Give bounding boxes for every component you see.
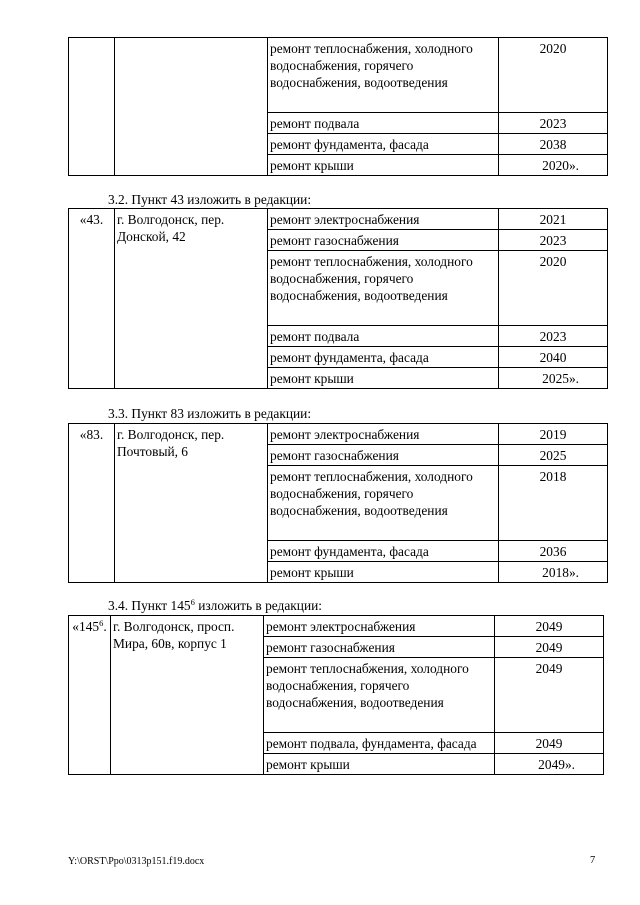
- year-cell: 2020».: [499, 155, 608, 176]
- table-row: [69, 209, 608, 230]
- heading-superscript: 6: [190, 597, 195, 607]
- year-cell: 2049: [495, 616, 604, 637]
- year-cell: 2049: [495, 658, 604, 733]
- item-number-superscript: 6: [99, 618, 104, 628]
- year-cell: 2018: [499, 466, 608, 541]
- work-cell: ремонт крыши: [268, 368, 499, 389]
- work-cell: ремонт теплоснабжения, холодного водоснабжения, горячего водоснабжения, водоотведения: [268, 251, 499, 326]
- section-heading-145-6: [108, 597, 322, 614]
- work-cell: ремонт крыши: [268, 155, 499, 176]
- work-cell: ремонт подвала: [268, 113, 499, 134]
- work-cell: ремонт фундамента, фасада: [268, 347, 499, 368]
- work-cell: ремонт теплоснабжения, холодного водоснабжения, горячего водоснабжения, водоотведения: [268, 38, 499, 113]
- table-row: [69, 424, 608, 445]
- item-number-cell: [69, 616, 111, 775]
- work-cell: ремонт крыши: [268, 562, 499, 583]
- table-continuation: [68, 37, 608, 176]
- heading-text: изложить в редакции:: [194, 598, 323, 613]
- year-cell: 2020: [499, 38, 608, 113]
- work-cell: ремонт подвала: [268, 326, 499, 347]
- work-cell: ремонт газоснабжения: [268, 445, 499, 466]
- year-cell: 2049».: [495, 754, 604, 775]
- work-cell: ремонт электроснабжения: [268, 209, 499, 230]
- page-number: 7: [590, 855, 596, 866]
- address-cell: г. Волгодонск, пер. Почтовый, 6: [115, 424, 268, 583]
- year-cell: 2020: [499, 251, 608, 326]
- year-cell: 2040: [499, 347, 608, 368]
- footer-file-path: Y:\ORST\Ppo\0313p151.f19.docx: [68, 856, 205, 867]
- year-cell: 2023: [499, 113, 608, 134]
- item-number-cell: [69, 38, 115, 176]
- table-item-43: [68, 208, 608, 389]
- work-cell: ремонт теплоснабжения, холодного водоснабжения, горячего водоснабжения, водоотведения: [264, 658, 495, 733]
- year-cell: 2025».: [499, 368, 608, 389]
- year-cell: 2036: [499, 541, 608, 562]
- table-item-145-6: [68, 615, 604, 775]
- section-heading-83: 3.3. Пункт 83 изложить в редакции:: [108, 406, 312, 421]
- work-cell: ремонт фундамента, фасада: [268, 541, 499, 562]
- table-item-83: [68, 423, 608, 583]
- item-number-cell: «43.: [69, 209, 115, 389]
- work-cell: ремонт электроснабжения: [264, 616, 495, 637]
- work-cell: ремонт теплоснабжения, холодного водоснабжения, горячего водоснабжения, водоотведения: [268, 466, 499, 541]
- year-cell: 2019: [499, 424, 608, 445]
- section-heading-43: 3.2. Пункт 43 изложить в редакции:: [108, 192, 312, 207]
- work-cell: ремонт фундамента, фасада: [268, 134, 499, 155]
- year-cell: 2023: [499, 230, 608, 251]
- year-cell: 2049: [495, 733, 604, 754]
- address-cell: г. Волгодонск, просп. Мира, 60в, корпус 1: [111, 616, 264, 775]
- table-row: [69, 616, 604, 637]
- heading-text: 3.4. Пункт 145: [108, 598, 191, 613]
- item-number: «145: [72, 619, 100, 634]
- work-cell: ремонт газоснабжения: [264, 637, 495, 658]
- address-cell: г. Волгодонск, пер. Донской, 42: [115, 209, 268, 389]
- year-cell: 2038: [499, 134, 608, 155]
- year-cell: 2025: [499, 445, 608, 466]
- year-cell: 2018».: [499, 562, 608, 583]
- year-cell: 2023: [499, 326, 608, 347]
- year-cell: 2049: [495, 637, 604, 658]
- work-cell: ремонт электроснабжения: [268, 424, 499, 445]
- work-cell: ремонт подвала, фундамента, фасада: [264, 733, 495, 754]
- table-row: [69, 38, 608, 113]
- item-number-dot: .: [103, 619, 107, 634]
- year-cell: 2021: [499, 209, 608, 230]
- item-number-cell: «83.: [69, 424, 115, 583]
- address-cell: [115, 38, 268, 176]
- work-cell: ремонт газоснабжения: [268, 230, 499, 251]
- work-cell: ремонт крыши: [264, 754, 495, 775]
